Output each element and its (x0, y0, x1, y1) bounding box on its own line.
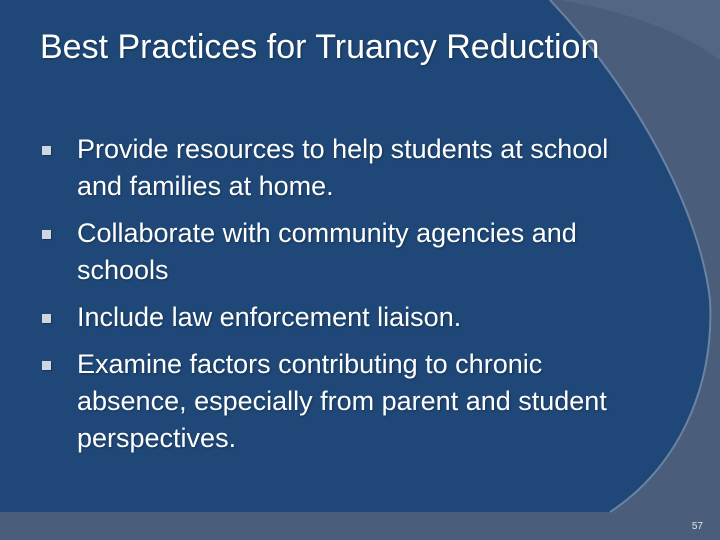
slide-number: 57 (691, 521, 703, 532)
bullet-item (42, 299, 642, 336)
bullet-text: Examine factors contributing to chronic absence, especially from parent and student perspectives. (77, 349, 607, 453)
square-bullet-icon (42, 361, 51, 370)
bullet-item (42, 215, 642, 289)
square-bullet-icon (42, 146, 51, 155)
square-bullet-icon (42, 230, 51, 239)
bullet-text: Collaborate with community agencies and schools (77, 218, 577, 285)
square-bullet-icon (42, 314, 51, 323)
bullet-item (42, 131, 642, 205)
bullet-list (42, 131, 642, 457)
bullet-text: Include law enforcement liaison. (77, 302, 462, 332)
bullet-item (42, 346, 642, 457)
slide-title: Best Practices for Truancy Reduction (40, 28, 600, 66)
bullet-text: Provide resources to help students at school and families at home. (77, 134, 609, 201)
